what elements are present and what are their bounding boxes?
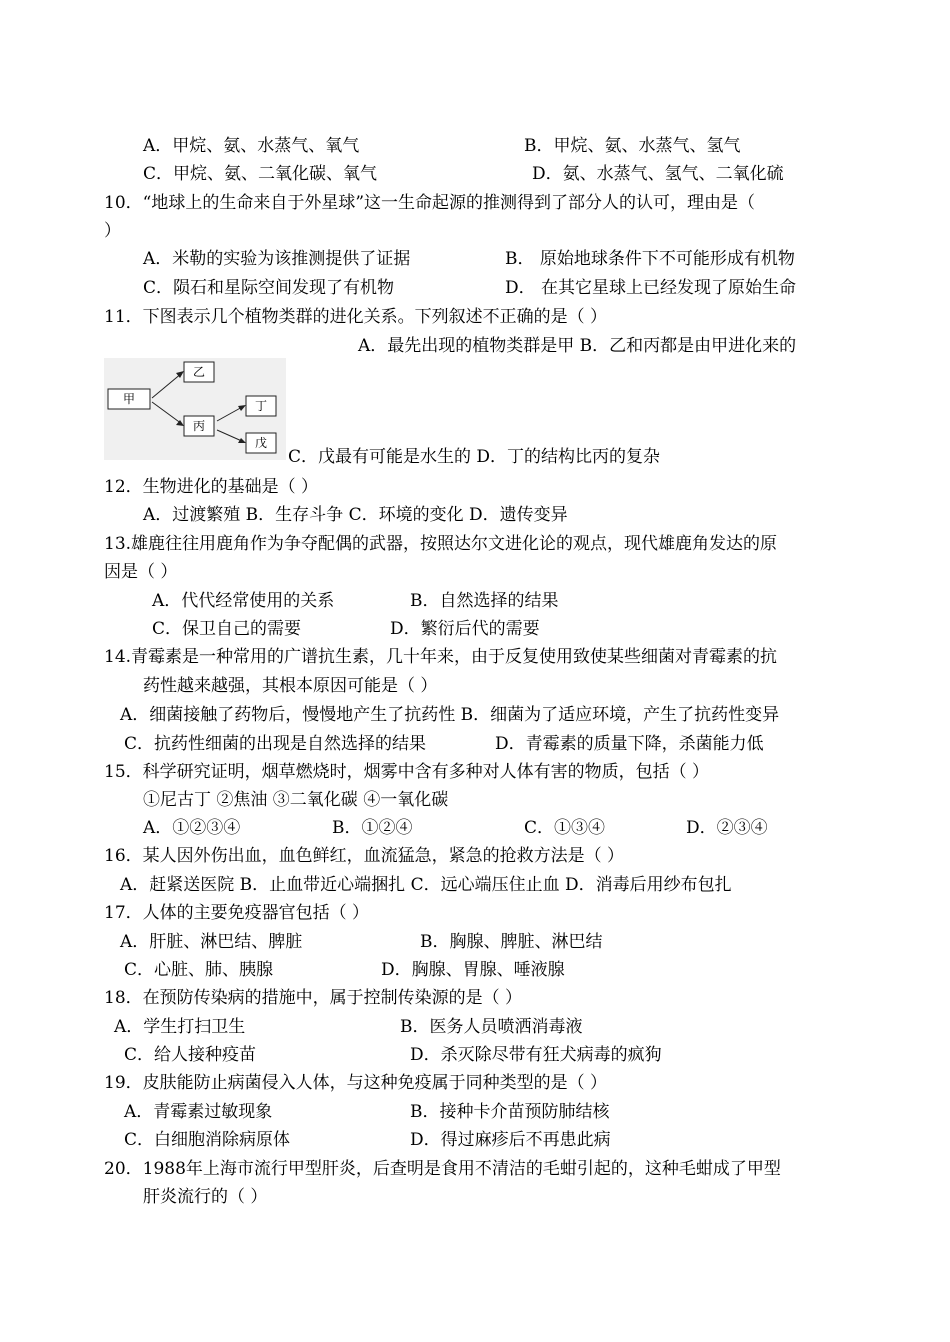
q11-stem: 11．下图表示几个植物类群的进化关系。下列叙述不正确的是（ ） <box>104 307 608 327</box>
q10-option-d: D． 在其它星球上已经发现了原始生命 <box>505 278 797 298</box>
q11-options-ab: A．最先出现的植物类群是甲 B．乙和丙都是由甲进化来的 <box>358 336 797 356</box>
q17-option-a: A．肝脏、淋巴结、脾脏 <box>120 932 303 952</box>
q17-stem: 17．人体的主要免疫器官包括（ ） <box>104 903 370 923</box>
q18-option-b: B．医务人员喷洒消毒液 <box>400 1017 583 1037</box>
q14-stem-line2: 药性越来越强，其根本原因可能是（ ） <box>143 676 438 696</box>
q11-options-cd: C．戊最有可能是水生的 D．丁的结构比丙的复杂 <box>288 447 661 467</box>
q19-option-c: C．白细胞消除病原体 <box>124 1130 291 1150</box>
label-yi: 乙 <box>192 365 206 379</box>
q14-option-c: C．抗药性细菌的出现是自然选择的结果 <box>124 734 427 754</box>
q18-option-c: C．给人接种疫苗 <box>124 1045 257 1065</box>
q14-options-ab: A．细菌接触了药物后，慢慢地产生了抗药性 B．细菌为了适应环境，产生了抗药性变异 <box>120 705 780 725</box>
q10-stem-line1: 10．“地球上的生命来自于外星球”这一生命起源的推测得到了部分人的认可，理由是（ <box>104 193 756 213</box>
q15-items: ①尼古丁 ②焦油 ③二氧化碳 ④一氧化碳 <box>143 790 449 810</box>
q20-stem-line1: 20．1988年上海市流行甲型肝炎，后查明是食用不清洁的毛蚶引起的，这种毛蚶成了甲型 <box>104 1159 781 1179</box>
q19-option-d: D．得过麻疹后不再患此病 <box>410 1130 611 1150</box>
q15-option-b: B．①②④ <box>332 818 413 838</box>
q9-option-c: C．甲烷、氨、二氧化碳、氧气 <box>143 164 378 184</box>
q9-option-a: A．甲烷、氨、水蒸气、氧气 <box>143 136 360 156</box>
q12-options: A．过渡繁殖 B．生存斗争 C．环境的变化 D．遗传变异 <box>143 505 568 525</box>
q16-stem: 16．某人因外伤出血，血色鲜红，血流猛急，紧急的抢救方法是（ ） <box>104 846 625 866</box>
q13-option-a: A．代代经常使用的关系 <box>152 591 335 611</box>
q10-option-a: A．米勒的实验为该推测提供了证据 <box>143 249 411 269</box>
q12-stem: 12．生物进化的基础是（ ） <box>104 477 319 497</box>
q13-option-b: B．自然选择的结果 <box>410 591 559 611</box>
q17-option-d: D．胸腺、胃腺、唾液腺 <box>381 960 565 980</box>
q18-option-a: A．学生打扫卫生 <box>114 1017 246 1037</box>
q19-option-a: A．青霉素过敏现象 <box>124 1102 273 1122</box>
q14-stem-line1: 14.青霉素是一种常用的广谱抗生素，几十年来，由于反复使用致使某些细菌对青霉素的抗 <box>104 647 778 667</box>
q15-option-c: C．①③④ <box>524 818 606 838</box>
q18-option-d: D．杀灭除尽带有狂犬病毒的疯狗 <box>410 1045 662 1065</box>
q18-stem: 18．在预防传染病的措施中，属于控制传染源的是（ ） <box>104 988 523 1008</box>
label-wu: 戊 <box>254 436 268 450</box>
q19-stem: 19．皮肤能防止病菌侵入人体，与这种免疫属于同种类型的是（ ） <box>104 1073 608 1093</box>
q17-option-c: C．心脏、肺、胰腺 <box>124 960 274 980</box>
q15-stem: 15．科学研究证明，烟草燃烧时，烟雾中含有多种对人体有害的物质，包括（ ） <box>104 762 710 782</box>
q10-stem-line2: ） <box>104 221 121 241</box>
q20-stem-line2: 肝炎流行的（ ） <box>143 1187 268 1207</box>
q13-stem-line2: 因是（ ） <box>104 562 178 582</box>
q19-option-b: B．接种卡介苗预防肺结核 <box>410 1102 610 1122</box>
q13-option-c: C．保卫自己的需要 <box>152 619 302 639</box>
q15-option-d: D．②③④ <box>686 818 768 838</box>
q15-option-a: A．①②③④ <box>143 818 241 838</box>
q16-options: A．赶紧送医院 B．止血带近心端捆扎 C．远心端压住止血 D．消毒后用纱布包扎 <box>120 875 732 895</box>
label-jia: 甲 <box>122 392 136 406</box>
q10-option-c: C．陨石和星际空间发现了有机物 <box>143 278 395 298</box>
q17-option-b: B．胸腺、脾脏、淋巴结 <box>420 932 603 952</box>
plant-evolution-diagram <box>104 358 286 460</box>
q13-stem-line1: 13.雄鹿往往用鹿角作为争夺配偶的武器，按照达尔文进化论的观点，现代雄鹿角发达的原 <box>104 534 778 554</box>
q13-option-d: D．繁衍后代的需要 <box>390 619 540 639</box>
q14-option-d: D．青霉素的质量下降，杀菌能力低 <box>495 734 764 754</box>
q9-option-b: B．甲烷、氨、水蒸气、氢气 <box>524 136 741 156</box>
q9-option-d: D．氨、水蒸气、氢气、二氧化硫 <box>532 164 784 184</box>
label-ding: 丁 <box>254 399 268 413</box>
q10-option-b: B． 原始地球条件下不可能形成有机物 <box>505 249 795 269</box>
label-bing: 丙 <box>192 419 206 433</box>
